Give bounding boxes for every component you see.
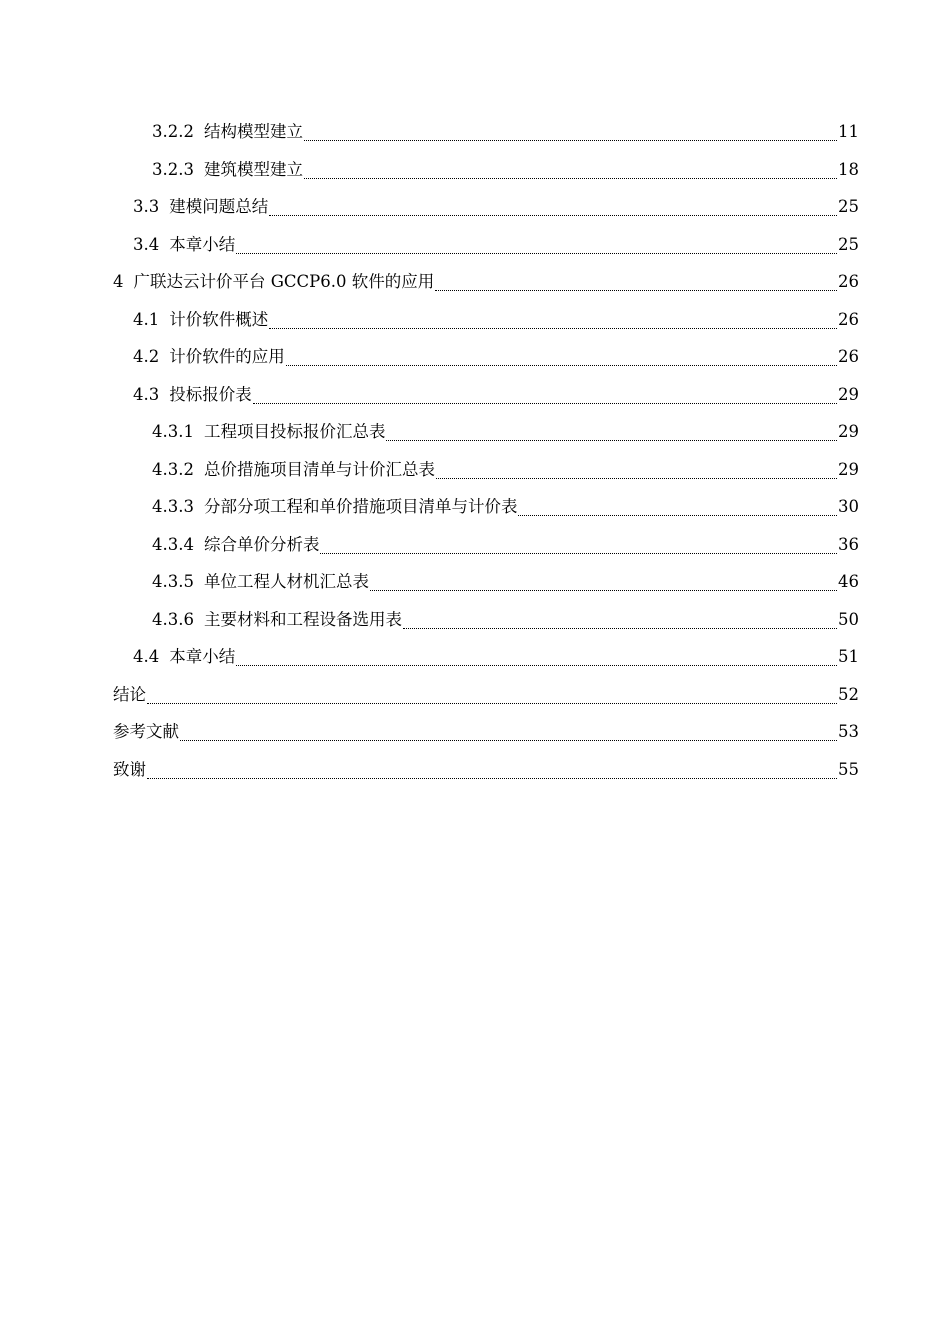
toc-entry-4[interactable] [113, 267, 859, 297]
dot-leader [269, 202, 837, 222]
dot-leader [304, 127, 837, 147]
toc-entry-3-4[interactable] [133, 230, 859, 260]
toc-entry-references[interactable] [113, 717, 859, 747]
toc-number: 4.1 [133, 309, 160, 329]
toc-title: 计价软件的应用 [169, 347, 285, 366]
dot-leader [286, 352, 837, 372]
toc-number: 4.3.5 [152, 572, 194, 591]
toc-page: 25 [838, 234, 859, 254]
dot-leader [236, 652, 837, 672]
toc-entry-4-4[interactable] [133, 642, 859, 672]
toc-title: 工程项目投标报价汇总表 [203, 422, 386, 441]
dot-leader [436, 465, 837, 485]
toc-title: 建筑模型建立 [203, 159, 303, 179]
toc-number: 4.3.4 [152, 534, 194, 554]
toc-page: 29 [838, 459, 859, 479]
toc-entry-4-3-4[interactable] [152, 530, 859, 560]
toc-number: 4.3.3 [152, 497, 194, 516]
toc-entry-acknowledgements[interactable] [113, 755, 859, 785]
toc-entry-3-2-3[interactable] [152, 155, 859, 185]
toc-number: 4.3.1 [152, 422, 194, 441]
toc-title: 结构模型建立 [203, 122, 303, 141]
toc-page: 18 [838, 159, 859, 179]
dot-leader [386, 427, 837, 447]
toc-title: 总价措施项目清单与计价汇总表 [203, 459, 435, 479]
toc-title: 计价软件概述 [169, 309, 269, 329]
toc-page: 26 [838, 347, 859, 366]
toc-title: 单位工程人材机汇总表 [203, 572, 369, 591]
toc-entry-4-2[interactable] [133, 342, 859, 372]
dot-leader [320, 540, 837, 560]
toc-page: 36 [838, 534, 859, 554]
dot-leader [147, 765, 837, 785]
toc-number: 4.2 [133, 347, 160, 366]
toc-title: 结论 [113, 684, 146, 704]
dot-leader [304, 165, 837, 185]
toc-title: 投标报价表 [169, 384, 252, 404]
toc-title: 广联达云计价平台 GCCP6.0 软件的应用 [133, 272, 435, 291]
toc-entry-4-3-3[interactable] [152, 492, 859, 522]
dot-leader [518, 502, 837, 522]
toc-entry-4-3-6[interactable] [152, 605, 859, 635]
toc-page: 29 [838, 422, 859, 441]
toc-entry-4-3-5[interactable] [152, 567, 859, 597]
toc-number: 4 [113, 272, 124, 291]
toc-title: 分部分项工程和单价措施项目清单与计价表 [203, 497, 518, 516]
toc-page: 51 [838, 647, 859, 666]
toc-entry-conclusion[interactable] [113, 680, 859, 710]
dot-leader [370, 577, 837, 597]
toc-title: 综合单价分析表 [203, 534, 320, 554]
toc-entry-3-2-2[interactable] [152, 117, 859, 147]
dot-leader [403, 615, 837, 635]
toc-page: 26 [838, 309, 859, 329]
toc-page: 25 [838, 197, 859, 216]
toc-number: 3.3 [133, 197, 160, 216]
toc-number: 4.3 [133, 384, 160, 404]
toc-page: 29 [838, 384, 859, 404]
toc-page: 26 [838, 272, 859, 291]
dot-leader [147, 690, 837, 710]
toc-title: 建模问题总结 [169, 197, 269, 216]
toc-page: 46 [838, 572, 859, 591]
toc-entry-4-3-1[interactable] [152, 417, 859, 447]
toc-title: 致谢 [113, 759, 146, 779]
toc-number: 3.2.2 [152, 122, 194, 141]
toc-page: 50 [838, 609, 859, 629]
toc-title: 主要材料和工程设备选用表 [203, 609, 402, 629]
toc-number: 4.3.2 [152, 459, 194, 479]
dot-leader [269, 315, 837, 335]
toc-page: 53 [838, 722, 859, 741]
toc-number: 4.4 [133, 647, 160, 666]
toc-number: 3.2.3 [152, 159, 194, 179]
dot-leader [253, 390, 837, 410]
toc-page: 52 [838, 684, 859, 704]
toc-page: 55 [838, 759, 859, 779]
toc-number: 3.4 [133, 234, 160, 254]
toc-page: 11 [838, 122, 859, 141]
toc-entry-3-3[interactable] [133, 192, 859, 222]
dot-leader [180, 727, 837, 747]
toc-title: 本章小结 [169, 647, 236, 666]
toc-number: 4.3.6 [152, 609, 194, 629]
toc-title: 参考文献 [113, 722, 179, 741]
dot-leader [435, 277, 837, 297]
toc-entry-4-3[interactable] [133, 380, 859, 410]
toc-page: 30 [838, 497, 859, 516]
toc-entry-4-1[interactable] [133, 305, 859, 335]
toc-title: 本章小结 [169, 234, 236, 254]
toc-entry-4-3-2[interactable] [152, 455, 859, 485]
dot-leader [236, 240, 837, 260]
